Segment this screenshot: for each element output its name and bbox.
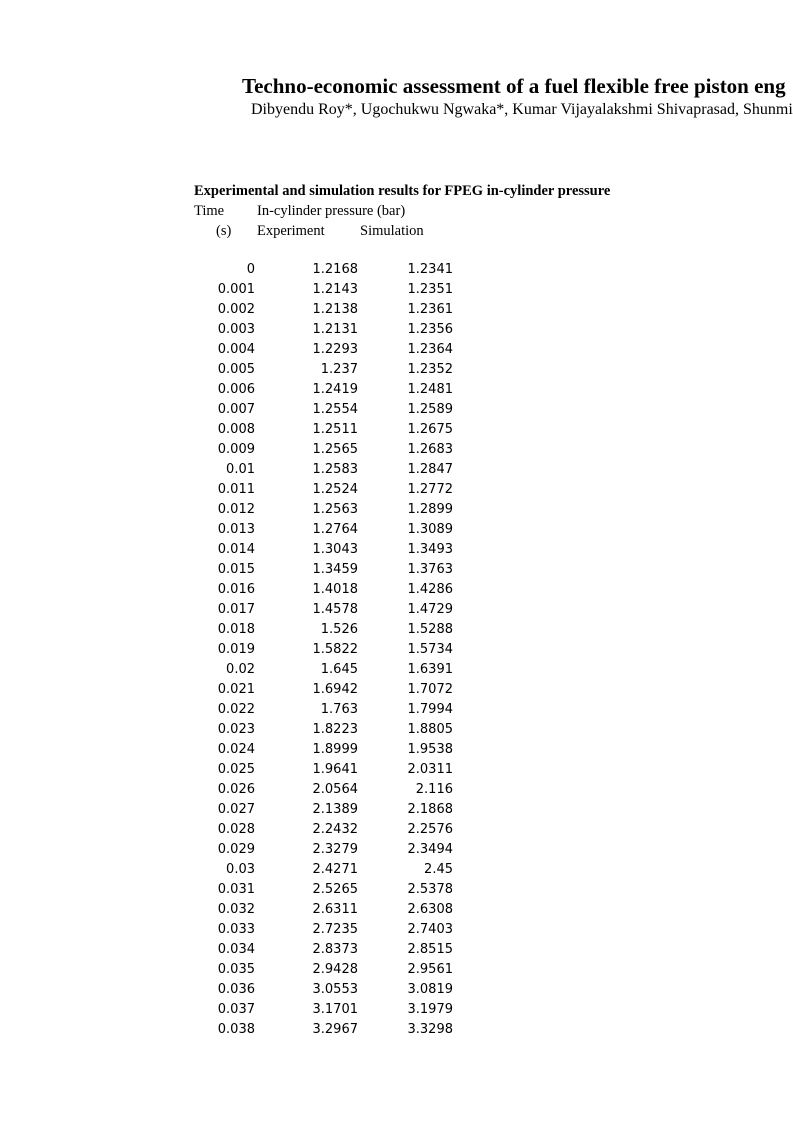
experiment-cell: 1.645 — [320, 662, 358, 677]
simulation-cell: 1.5734 — [407, 642, 453, 657]
simulation-cell: 1.2772 — [407, 482, 453, 497]
experiment-cell: 1.5822 — [312, 642, 358, 657]
simulation-cell: 1.7994 — [407, 702, 453, 717]
experiment-cell: 1.4018 — [312, 582, 358, 597]
author-list: Dibyendu Roy*, Ugochukwu Ngwaka*, Kumar Vijayalakshmi Shivaprasad, Shunmi — [251, 101, 793, 118]
experiment-cell: 1.763 — [320, 702, 358, 717]
experiment-cell: 2.6311 — [312, 902, 358, 917]
simulation-cell: 2.9561 — [407, 962, 453, 977]
table-row — [0, 780, 793, 800]
experiment-cell: 2.2432 — [312, 822, 358, 837]
time-cell: 0.01 — [226, 462, 255, 477]
simulation-cell: 1.4286 — [407, 582, 453, 597]
time-cell: 0.037 — [217, 1002, 255, 1017]
experiment-cell: 2.3279 — [312, 842, 358, 857]
experiment-cell: 1.2554 — [312, 402, 358, 417]
experiment-cell: 1.2419 — [312, 382, 358, 397]
table-row — [0, 1020, 793, 1040]
experiment-cell: 1.2168 — [312, 262, 358, 277]
simulation-cell: 1.4729 — [407, 602, 453, 617]
document-title: Techno-economic assessment of a fuel flexible free piston eng — [242, 74, 786, 98]
table-row — [0, 280, 793, 300]
time-cell: 0.004 — [217, 342, 255, 357]
time-cell: 0.022 — [217, 702, 255, 717]
experiment-cell: 2.8373 — [312, 942, 358, 957]
experiment-cell: 3.2967 — [312, 1022, 358, 1037]
simulation-cell: 1.7072 — [407, 682, 453, 697]
simulation-cell: 2.2576 — [407, 822, 453, 837]
table-row — [0, 960, 793, 980]
time-cell: 0.025 — [217, 762, 255, 777]
time-cell: 0.026 — [217, 782, 255, 797]
time-cell: 0.033 — [217, 922, 255, 937]
experiment-cell: 2.1389 — [312, 802, 358, 817]
table-row — [0, 900, 793, 920]
experiment-cell: 1.9641 — [312, 762, 358, 777]
table-row — [0, 580, 793, 600]
table-row — [0, 420, 793, 440]
experiment-cell: 2.7235 — [312, 922, 358, 937]
simulation-cell: 1.9538 — [407, 742, 453, 757]
simulation-cell: 1.2352 — [407, 362, 453, 377]
simulation-cell: 2.7403 — [407, 922, 453, 937]
experiment-cell: 3.0553 — [312, 982, 358, 997]
table-row — [0, 800, 793, 820]
time-cell: 0.035 — [217, 962, 255, 977]
experiment-cell: 1.2138 — [312, 302, 358, 317]
simulation-cell: 1.3089 — [407, 522, 453, 537]
table-row — [0, 260, 793, 280]
table-row — [0, 400, 793, 420]
time-cell: 0.019 — [217, 642, 255, 657]
table-row — [0, 460, 793, 480]
simulation-cell: 1.6391 — [407, 662, 453, 677]
table-row — [0, 560, 793, 580]
experiment-cell: 2.9428 — [312, 962, 358, 977]
table-row — [0, 440, 793, 460]
time-cell: 0.028 — [217, 822, 255, 837]
table-row — [0, 980, 793, 1000]
table-row — [0, 820, 793, 840]
time-cell: 0.003 — [217, 322, 255, 337]
table-row — [0, 1000, 793, 1020]
time-unit-header: (s) — [216, 223, 232, 239]
time-cell: 0.02 — [226, 662, 255, 677]
experiment-cell: 1.8999 — [312, 742, 358, 757]
time-cell: 0.031 — [217, 882, 255, 897]
time-cell: 0.006 — [217, 382, 255, 397]
simulation-cell: 2.1868 — [407, 802, 453, 817]
time-cell: 0.005 — [217, 362, 255, 377]
time-cell: 0.032 — [217, 902, 255, 917]
table-row — [0, 860, 793, 880]
simulation-cell: 1.2364 — [407, 342, 453, 357]
table-row — [0, 660, 793, 680]
time-cell: 0.03 — [226, 862, 255, 877]
time-cell: 0.001 — [217, 282, 255, 297]
simulation-cell: 1.2356 — [407, 322, 453, 337]
table-row — [0, 500, 793, 520]
table-row — [0, 740, 793, 760]
experiment-cell: 1.2764 — [312, 522, 358, 537]
time-cell: 0.002 — [217, 302, 255, 317]
experiment-cell: 1.3043 — [312, 542, 358, 557]
simulation-cell: 1.5288 — [407, 622, 453, 637]
simulation-cell: 1.3493 — [407, 542, 453, 557]
time-cell: 0.038 — [217, 1022, 255, 1037]
time-cell: 0.023 — [217, 722, 255, 737]
experiment-cell: 1.4578 — [312, 602, 358, 617]
time-cell: 0.014 — [217, 542, 255, 557]
experiment-cell: 1.2143 — [312, 282, 358, 297]
time-cell: 0.009 — [217, 442, 255, 457]
table-row — [0, 940, 793, 960]
table-row — [0, 300, 793, 320]
table-row — [0, 840, 793, 860]
experiment-cell: 1.2524 — [312, 482, 358, 497]
table-row — [0, 480, 793, 500]
time-cell: 0.027 — [217, 802, 255, 817]
table-row — [0, 380, 793, 400]
simulation-cell: 2.45 — [424, 862, 453, 877]
simulation-cell: 2.0311 — [407, 762, 453, 777]
time-cell: 0.015 — [217, 562, 255, 577]
experiment-cell: 1.526 — [320, 622, 358, 637]
table-row — [0, 340, 793, 360]
time-cell: 0.036 — [217, 982, 255, 997]
experiment-cell: 1.2583 — [312, 462, 358, 477]
table-body — [0, 260, 793, 1040]
experiment-cell: 1.2565 — [312, 442, 358, 457]
experiment-cell: 2.4271 — [312, 862, 358, 877]
simulation-cell: 1.2341 — [407, 262, 453, 277]
experiment-cell: 2.0564 — [312, 782, 358, 797]
simulation-cell: 3.3298 — [407, 1022, 453, 1037]
table-row — [0, 360, 793, 380]
table-row — [0, 520, 793, 540]
table-row — [0, 760, 793, 780]
table-row — [0, 880, 793, 900]
simulation-cell: 1.2361 — [407, 302, 453, 317]
time-cell: 0.007 — [217, 402, 255, 417]
table-row — [0, 680, 793, 700]
simulation-cell: 1.2899 — [407, 502, 453, 517]
simulation-cell: 1.3763 — [407, 562, 453, 577]
table-row — [0, 700, 793, 720]
table-caption: Experimental and simulation results for FPEG in-cylinder pressure — [194, 183, 611, 199]
table-row — [0, 640, 793, 660]
simulation-cell: 1.2683 — [407, 442, 453, 457]
time-cell: 0.011 — [217, 482, 255, 497]
simulation-cell: 2.8515 — [407, 942, 453, 957]
simulation-cell: 3.1979 — [407, 1002, 453, 1017]
time-cell: 0.021 — [217, 682, 255, 697]
simulation-cell: 1.2847 — [407, 462, 453, 477]
experiment-column-header: Experiment — [257, 223, 325, 239]
time-column-header: Time — [194, 203, 225, 219]
experiment-cell: 3.1701 — [312, 1002, 358, 1017]
table-row — [0, 620, 793, 640]
simulation-cell: 1.8805 — [407, 722, 453, 737]
experiment-cell: 1.2131 — [312, 322, 358, 337]
experiment-cell: 1.8223 — [312, 722, 358, 737]
time-cell: 0.008 — [217, 422, 255, 437]
time-cell: 0 — [246, 262, 255, 277]
time-cell: 0.016 — [217, 582, 255, 597]
experiment-cell: 1.237 — [320, 362, 358, 377]
simulation-column-header: Simulation — [360, 223, 424, 239]
simulation-cell: 1.2675 — [407, 422, 453, 437]
experiment-cell: 1.2293 — [312, 342, 358, 357]
experiment-cell: 1.3459 — [312, 562, 358, 577]
table-row — [0, 540, 793, 560]
simulation-cell: 1.2351 — [407, 282, 453, 297]
table-row — [0, 920, 793, 940]
simulation-cell: 1.2481 — [407, 382, 453, 397]
experiment-cell: 1.2511 — [312, 422, 358, 437]
experiment-cell: 1.2563 — [312, 502, 358, 517]
table-row — [0, 320, 793, 340]
time-cell: 0.029 — [217, 842, 255, 857]
experiment-cell: 1.6942 — [312, 682, 358, 697]
experiment-cell: 2.5265 — [312, 882, 358, 897]
simulation-cell: 2.3494 — [407, 842, 453, 857]
time-cell: 0.013 — [217, 522, 255, 537]
simulation-cell: 2.5378 — [407, 882, 453, 897]
simulation-cell: 3.0819 — [407, 982, 453, 997]
simulation-cell: 2.116 — [415, 782, 453, 797]
time-cell: 0.012 — [217, 502, 255, 517]
pressure-column-header: In-cylinder pressure (bar) — [257, 203, 406, 219]
table-row — [0, 600, 793, 620]
time-cell: 0.034 — [217, 942, 255, 957]
time-cell: 0.018 — [217, 622, 255, 637]
table-row — [0, 720, 793, 740]
time-cell: 0.017 — [217, 602, 255, 617]
time-cell: 0.024 — [217, 742, 255, 757]
simulation-cell: 1.2589 — [407, 402, 453, 417]
simulation-cell: 2.6308 — [407, 902, 453, 917]
